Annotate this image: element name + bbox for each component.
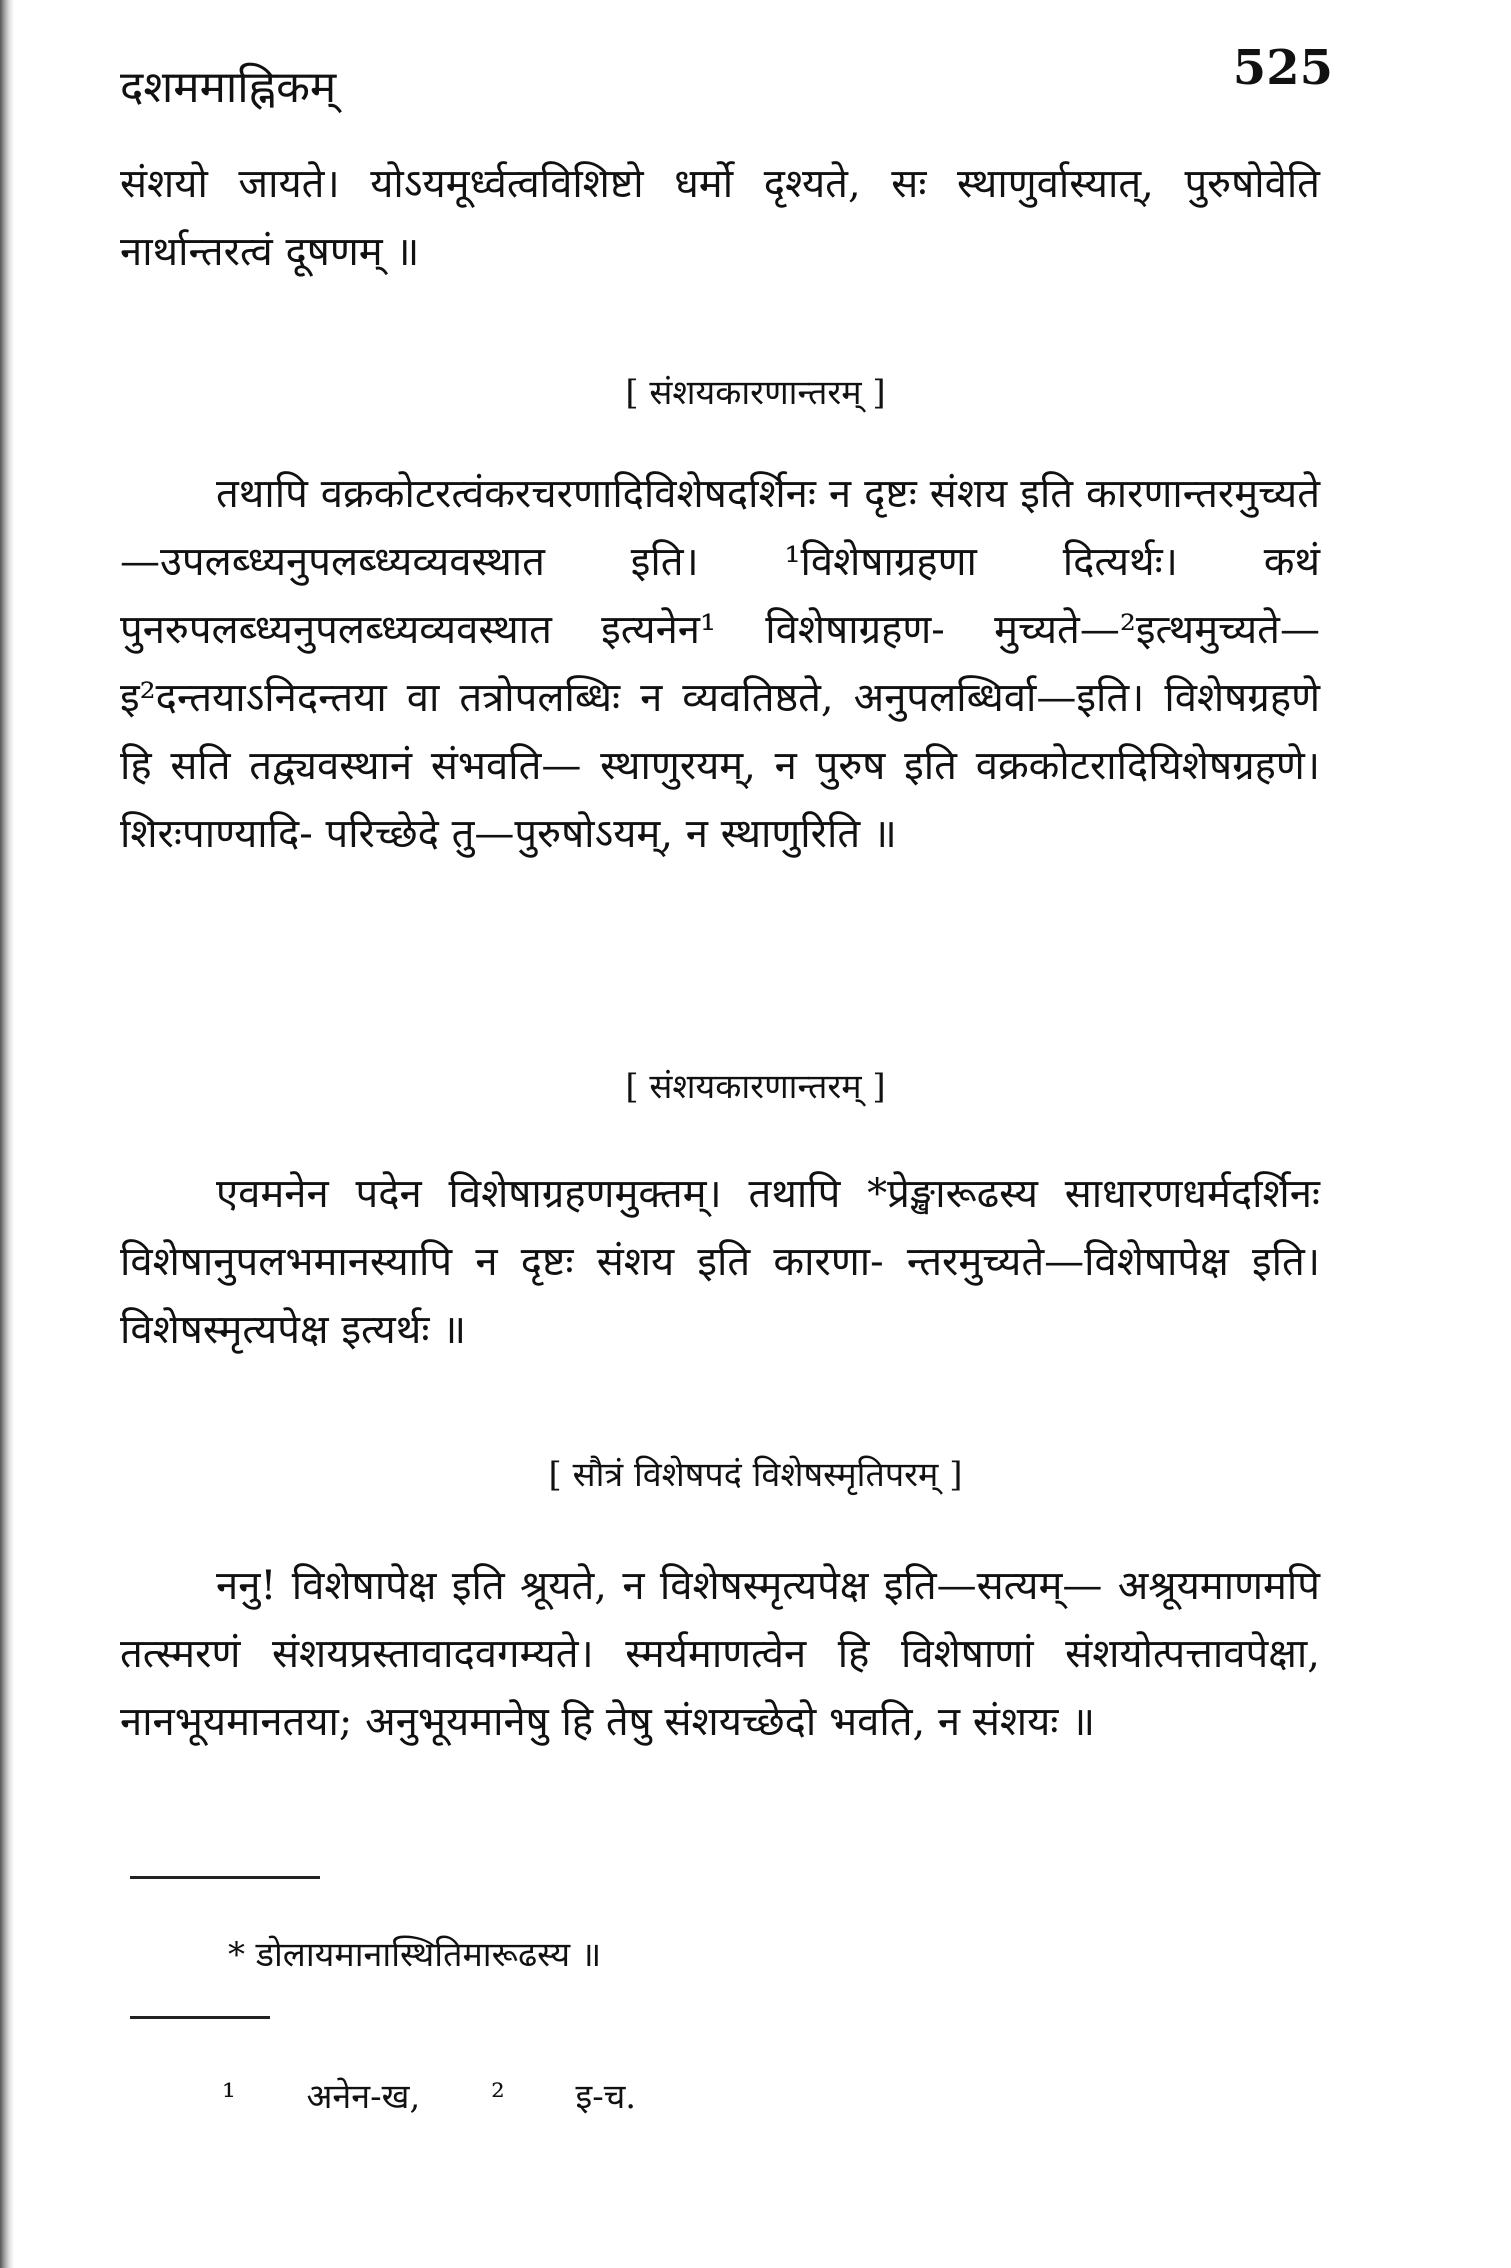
page-number: 525 (1232, 40, 1333, 96)
section-heading-1: [ संशयकारणान्तरम् ] (625, 373, 886, 413)
section-heading-3: [ सौत्रं विशेषपदं विशेषस्मृतिपरम् ] (548, 1455, 963, 1495)
paragraph-3: एवमनेन पदेन विशेषाग्रहणमुक्तम्। तथापि *प्रेङ्खारूढस्य साधारणधर्मदर्शिनः विशेषानुपलभमानस्यापि न दृष्टः संशय इति कारणा- न्तरमुच्यते—विशेषापेक्ष इति। विशेषस्मृत्यपेक्ष इत्यर्थः ॥ (120, 1171, 1320, 1353)
section-heading-2: [ संशयकारणान्तरम् ] (625, 1067, 886, 1107)
footnote-numbered: ¹ अनेन-ख, ² इ-च. (222, 2077, 637, 2117)
paragraph-1: संशयो जायते। योऽयमूर्ध्वत्वविशिष्टो धर्मो दृश्यते, सः स्थाणुर्वास्यात्, पुरुषोवेति नार्थान्तरत्वं दूषणम् ॥ (120, 161, 1320, 275)
paragraph-4: ननु! विशेषापेक्ष इति श्रूयते, न विशेषस्मृत्यपेक्ष इति—सत्यम्— अश्रूयमाणमपि तत्स्मरणं संशयप्रस्तावादवगम्यते। स्मर्यमाणत्वेन हि विशेषाणां संशयोत्पत्तावपेक्षा, नानभूयमानतया; अनुभूयमानेषु हि तेषु संशयच्छेदो भवति, न संशयः ॥ (120, 1563, 1320, 1745)
paragraph-2: तथापि वक्रकोटरत्वंकरचरणादिविशेषदर्शिनः न दृष्टः संशय इति कारणान्तरमुच्यते—उपलब्ध्यनुपलब्ध्यव्यवस्थात इति। ¹विशेषाग्रहणा दित्यर्थः। कथं पुनरुपलब्ध्यनुपलब्ध्यव्यवस्थात इत्यनेन¹ विशेषाग्रहण- मुच्यते—²इत्थमुच्यते—इ²दन्तयाऽनिदन्तया वा तत्रोपलब्धिः न व्यवतिष्ठते, अनुपलब्धिर्वा—इति। विशेषग्रहणे हि सति तद्व्यवस्थानं संभवति— स्थाणुरयम्, न पुरुष इति वक्रकोटरादियिशेषग्रहणे। शिरःपाण्यादि- परिच्छेदे तु—पुरुषोऽयम्, न स्थाणुरिति ॥ (120, 471, 1320, 857)
page-edge-shadow (0, 0, 14, 2268)
footnote-rule-2 (130, 2016, 270, 2019)
running-head: दशममाह्निकम् (120, 62, 337, 113)
footnote-star: * डोलायमानास्थितिमारूढस्य ॥ (228, 1935, 602, 1975)
footnote-rule-1 (130, 1876, 320, 1879)
